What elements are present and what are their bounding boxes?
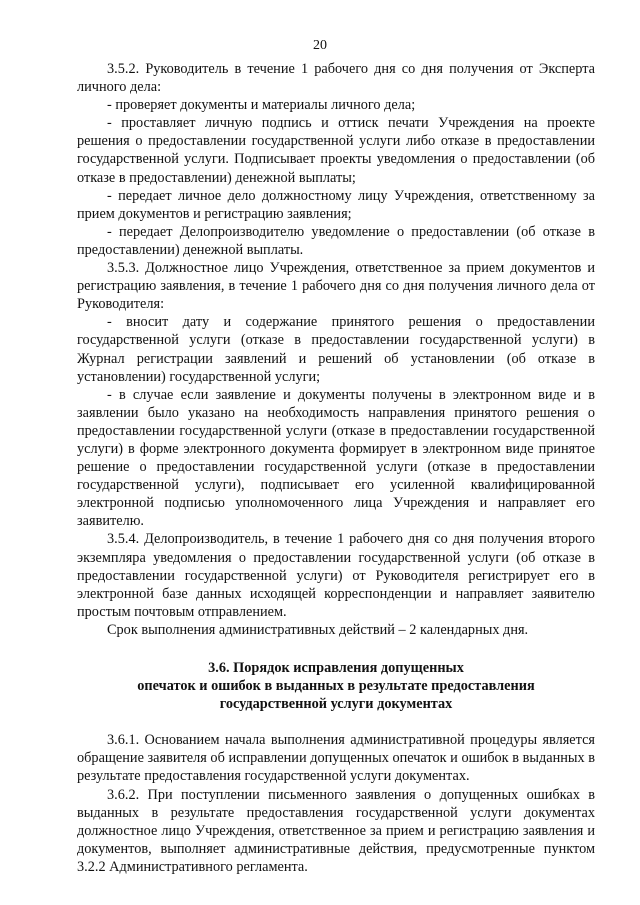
- paragraph-3-5-3: 3.5.3. Должностное лицо Учреждения, ответственное за прием документов и регистрацию заявления, в течение 1 рабочего дня со дня получения личного дела от Руководителя:: [77, 260, 595, 313]
- list-item-transfer-notice: - передает Делопроизводителю уведомление о предоставлении (об отказе в предоставлении) денежной выплаты.: [77, 223, 595, 258]
- paragraph-3-6-2: 3.6.2. При поступлении письменного заявления о допущенных ошибках в выданных в результате предоставления государственной услуги документах должностное лицо Учреждения, ответственное за прием и регистрацию заявления и документов, выполняет административные действия, предусмотренные пунктом 3.2.2 Административного регламента.: [77, 786, 595, 875]
- heading-line-2: опечаток и ошибок в выданных в результате предоставления: [137, 678, 535, 695]
- list-item-check-documents: - проверяет документы и материалы личного дела;: [107, 97, 416, 114]
- list-item-transfer-file: - передает личное дело должностному лицу Учреждения, ответственному за прием документов и регистрацию заявления;: [77, 187, 595, 222]
- paragraph-3-5-2: 3.5.2. Руководитель в течение 1 рабочего дня со дня получения от Эксперта личного дела:: [77, 61, 595, 96]
- list-item-record-decision: - вносит дату и содержание принятого решения о предоставлении государственной услуги (отказе в предоставлении государственной услуги) в Журнал регистрации заявлений и решений об установлении (об отказе в установлении) государственной услуги;: [77, 314, 595, 385]
- document-body: [77, 60, 595, 876]
- paragraph-3-6-1: 3.6.1. Основанием начала выполнения административной процедуры является обращение заявителя об исправлении допущенных опечаток и ошибок в выданных в результате предоставления государственной услуги документах.: [77, 732, 595, 785]
- heading-line-1: 3.6. Порядок исправления допущенных: [208, 660, 464, 676]
- list-item-sign-and-seal: - проставляет личную подпись и оттиск печати Учреждения на проекте решения о предоставлении государственной услуги либо отказе в предоставлении государственной услуги. Подписывает проекты уведомления о предоставлении (об отказе в предоставлении) денежной выплаты;: [77, 115, 595, 186]
- paragraph-3-5-4: 3.5.4. Делопроизводитель, в течение 1 рабочего дня со дня получения второго экземпляра уведомления о предоставлении государственной услуги (об отказе в предоставлении государственной услуги) от Руководителя регистрирует его в электронной базе данных исходящей корреспонденции и направляет заявителю простым почтовым отправлением.: [77, 531, 595, 620]
- list-item-electronic-decision: - в случае если заявление и документы получены в электронном виде и в заявлении было указано на необходимость направления принятого решения о предоставлении государственной услуги (отказе в предоставлении государственной услуги) в форме электронного документа формирует в электронном виде принятое решение о предоставлении государственной услуги (отказе в предоставлении государственной услуги), подписывает его усиленной квалифицированной электронной подписью уполномоченного лица Учреждения и направляет его заявителю.: [77, 386, 595, 530]
- heading-line-3: государственной услуги документах: [219, 696, 453, 713]
- section-heading-3-6: [77, 659, 595, 713]
- page-number: 20: [313, 38, 327, 53]
- paragraph-deadline: Срок выполнения административных действий – 2 календарных дня.: [107, 621, 529, 638]
